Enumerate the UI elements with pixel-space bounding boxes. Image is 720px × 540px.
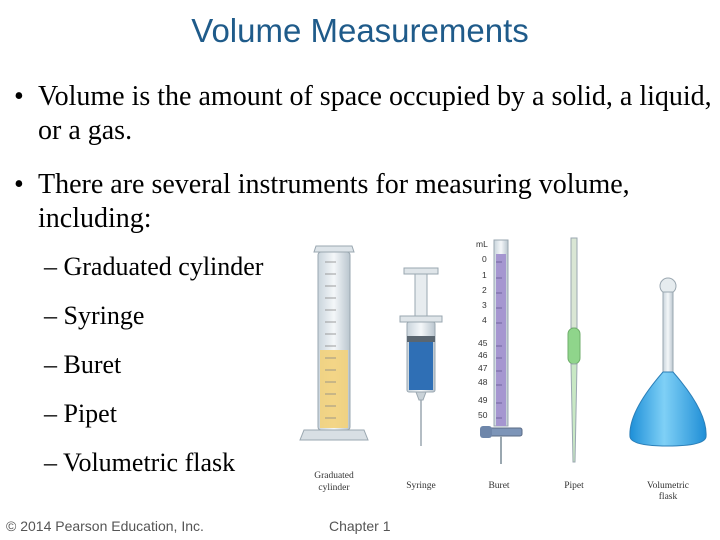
footer-chapter: Chapter 1 [329,518,391,534]
buret-mark: 48 [478,377,488,387]
subitem-pipet: – Pipet [44,399,117,428]
slide-title: Volume Measurements [191,12,529,49]
bullet-text: Volume is the amount of space occupied by a solid, a liquid, or a gas. [38,81,712,146]
subitem-buret: – Buret [44,350,122,379]
buret-mark: 2 [482,285,487,295]
syringe-icon [400,268,442,446]
bullet-volume-definition [14,80,714,148]
buret-mark: 47 [478,363,488,373]
buret-mark: 4 [482,315,487,325]
buret-mark: 0 [482,254,487,264]
buret-icon [476,239,522,464]
buret-mark: 50 [478,410,488,420]
caption-pipet: Pipet [564,481,584,491]
caption-graduated-cylinder: Graduated [314,471,354,481]
bullet-instruments [14,168,634,236]
subitem-syringe: – Syringe [44,301,145,330]
caption-volumetric-flask-2: flask [658,492,678,502]
buret-mark: 45 [478,338,488,348]
bullet-marker: • [14,81,24,112]
glassware-illustration [290,232,720,510]
subitem-graduated-cylinder: – Graduated cylinder [44,252,264,281]
buret-mark: 3 [482,300,487,310]
footer-copyright: © 2014 Pearson Education, Inc. [6,518,204,534]
volumetric-flask-icon [630,278,706,446]
buret-unit-label: mL [476,239,488,249]
pipet-icon [568,238,580,462]
caption-graduated-cylinder-2: cylinder [318,483,350,493]
bullet-text: There are several instruments for measuring volume, including: [38,169,630,234]
caption-syringe: Syringe [406,481,436,491]
caption-buret: Buret [488,481,510,491]
bullet-marker: • [14,169,24,200]
buret-mark: 49 [478,395,488,405]
graduated-cylinder-icon [300,246,368,440]
subitem-volumetric-flask: – Volumetric flask [44,448,236,477]
buret-mark: 1 [482,270,487,280]
buret-scale-top [482,254,487,325]
caption-volumetric-flask: Volumetric [646,481,690,491]
buret-mark: 46 [478,350,488,360]
buret-scale-bottom [478,338,488,420]
